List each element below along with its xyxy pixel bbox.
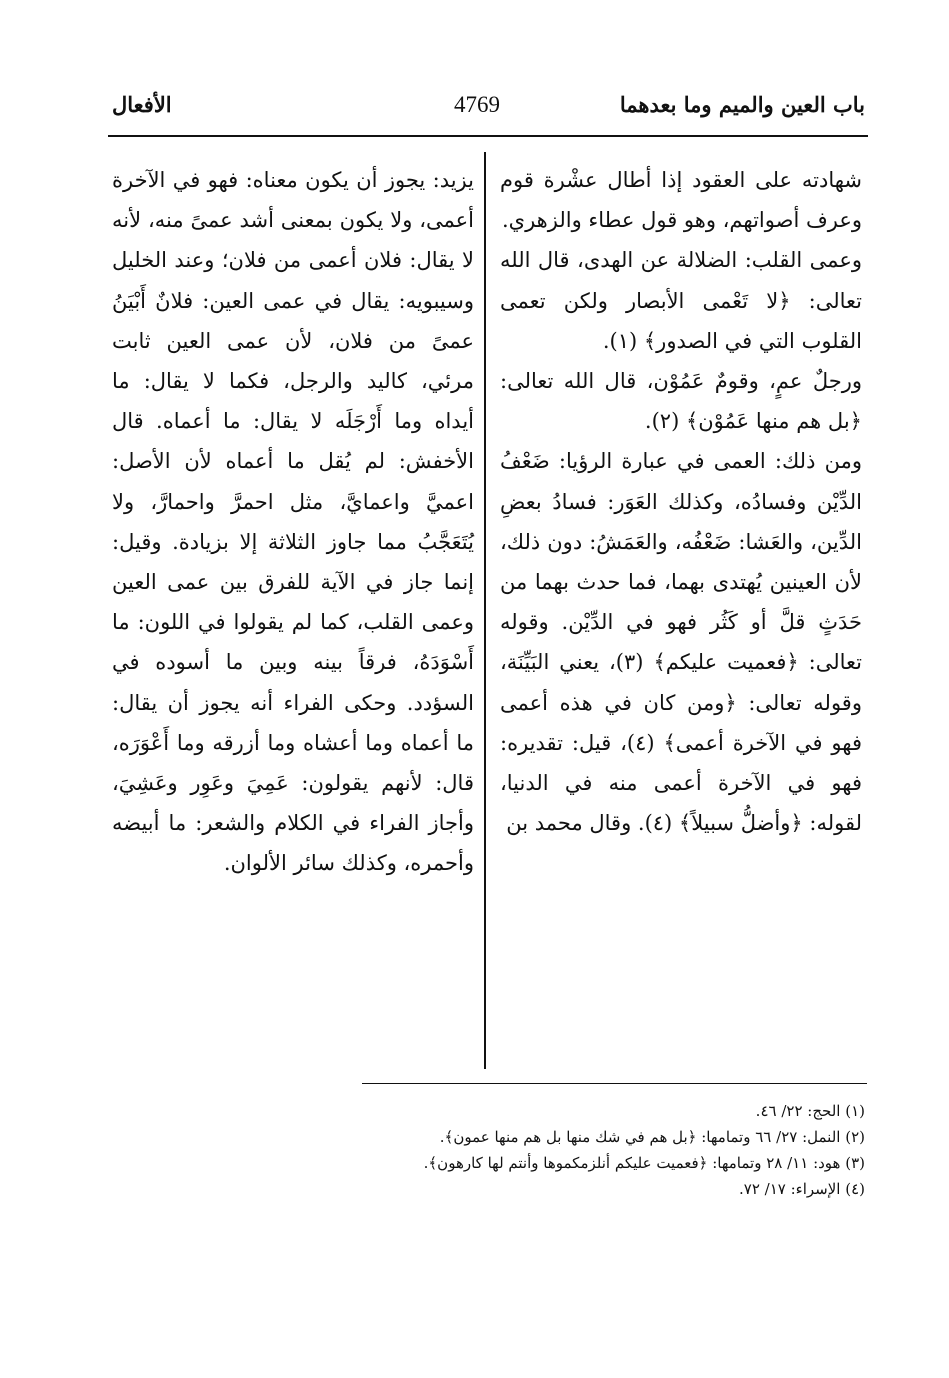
footnote-rule xyxy=(362,1083,867,1084)
running-header xyxy=(112,92,865,132)
section-title: الأفعال xyxy=(112,92,172,117)
footnotes xyxy=(300,1098,865,1202)
footnote: (٣) هود: ١١/ ٢٨ وتمامها: ﴿فعميت عليكم أنلزمكموها وأنتم لها كارهون﴾. xyxy=(423,1154,865,1172)
paragraph: ورجلٌ عمٍ، وقومٌ عَمُوْن، قال الله تعالى: ﴿بل هم منها عَمُوْن﴾ (٢). xyxy=(500,369,862,434)
footnote: (١) الحج: ٢٢/ ٤٦. xyxy=(755,1102,865,1120)
left-column xyxy=(112,160,474,884)
column-divider xyxy=(484,152,486,1069)
paragraph: ومن ذلك: العمى في عبارة الرؤيا: ضَعْفُ الدِّيْن وفسادُه، وكذلك العَوَر: فسادُ بعضِ الدِّين، والعَشا: ضَعْفُه، والعَمَشُ: دون ذلك، لأن العينين يُهتدى بهما، فما حدث بهما من حَدَثٍ قلَّ أو كَثُر فهو في الدِّيْن. وقوله تعالى: ﴿فعميت عليكم﴾ (٣)، يعني البَيِّنَة، وقوله تعالى: ﴿ومن كان في هذه أعمى فهو في الآخرة أعمى﴾ (٤)، قيل: تقديره: فهو في الآخرة أعمى منه في الدنيا، لقوله: ﴿وأضلُّ سبيلاً﴾ (٤). وقال محمد بن xyxy=(500,449,862,836)
paragraph: شهادته على العقود إذا أطال عشْرة قوم وعرف أصواتهم، وهو قول عطاء والزهري. xyxy=(500,168,862,233)
paragraph: يزيد: يجوز أن يكون معناه: فهو في الآخرة أعمى، ولا يكون بمعنى أشد عمىً منه، لأنه لا يقال: فلان أعمى من فلان؛ وعند الخليل وسيبويه: يقال في عمى العين: فلانٌ أَبْيَنُ عمىً من فلان، لأن عمى العين ثابت مرئي، كاليد والرجل، فكما لا يقال: ما أيداه وما أَرْجَلَه لا يقال: ما أعماه. قال الأخفش: لم يُقل ما أعماه لأن الأصل: اعميَّ واعمايَّ، مثل احمرَّ واحمارَّ، ولا يُتَعَجَّبُ مما جاوز الثلاثة إلا بزيادة. وقيل: إنما جاز في الآية للفرق بين عمى العين وعمى القلب، كما لم يقولوا في اللون: ما أَسْوَدَهُ، فرقاً بينه وبين ما أسوده في السؤدد. وحكى الفراء أنه يجوز أن يقال: ما أعماه وما أعشاه وما أزرقه وما أَعْوَرَه، قال: لأنهم يقولون: عَمِيَ وعَوِر وعَشِيَ، وأجاز الفراء في الكلام والشعر: ما أبيضه وأحمره، وكذلك سائر الألوان. xyxy=(112,168,474,876)
footnote: (٤) الإسراء: ١٧/ ٧٢. xyxy=(738,1180,865,1198)
footnote: (٢) النمل: ٢٧/ ٦٦ وتمامها: ﴿بل هم في شك منها بل هم منها عمون﴾. xyxy=(439,1128,865,1146)
header-rule xyxy=(108,135,868,137)
paragraph: وعمى القلب: الضلالة عن الهدى، قال الله تعالى: ﴿لا تَعْمى الأبصار ولكن تعمى القلوب التي في الصدور﴾ (١). xyxy=(500,248,862,353)
chapter-title: باب العين والميم وما بعدهما xyxy=(619,92,865,117)
right-column xyxy=(500,160,862,843)
page-number: 4769 xyxy=(454,92,500,117)
